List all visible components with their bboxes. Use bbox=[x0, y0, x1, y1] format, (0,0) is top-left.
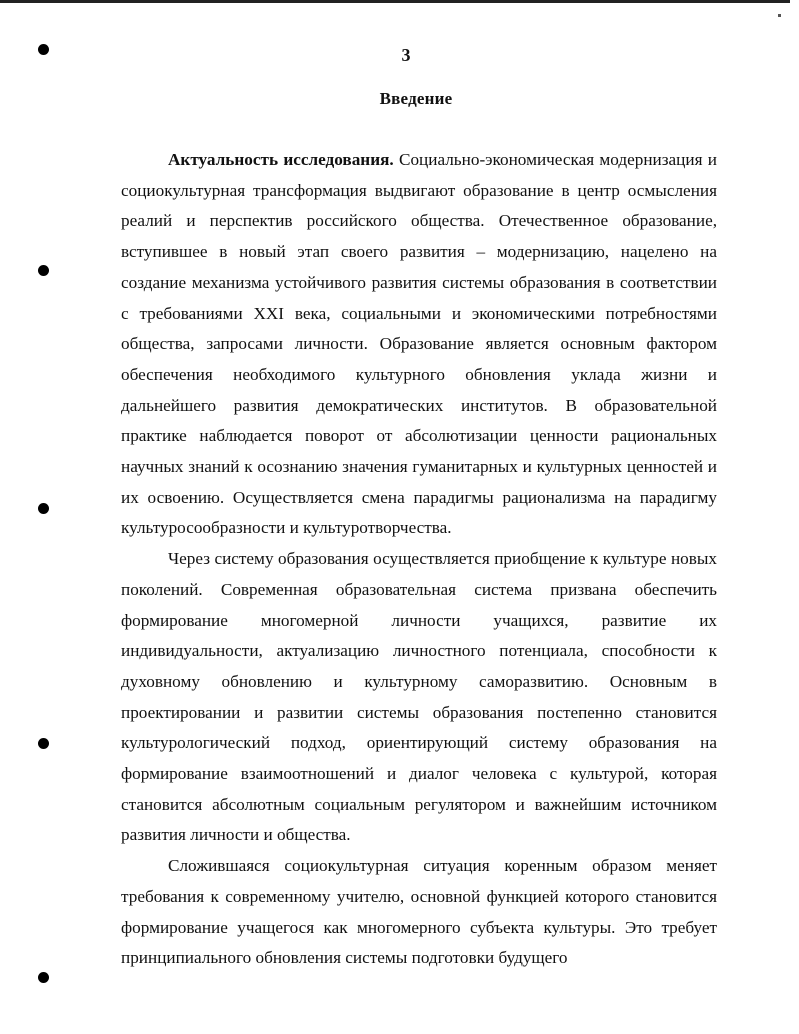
paragraph-text: Социально-экономическая модернизация и социокультурная трансформация выдвигают образование в центр осмысления реалий и перспектив российского общества. Отечественное образование, вступившее в новый этап своего развития – модернизацию, нацелено на создание механизма устойчивого развития системы образования в соответствии с требованиями XXI века, социальными и экономическими потребностями общества, запросами личности. Образование является основным фактором обеспечения необходимого культурного обновления уклада жизни и дальнейшего развития демократических институтов. В образовательной практике наблюдается поворот от абсолютизации ценности рациональных научных знаний к осознанию значения гуманитарных и культурных ценностей и их освоению. Осуществляется смена парадигмы рационализма на парадигму культуросообразности и культуротворчества. bbox=[121, 150, 717, 538]
binder-hole bbox=[38, 265, 49, 276]
scan-mark bbox=[778, 14, 781, 17]
binder-hole bbox=[38, 738, 49, 749]
paragraph bbox=[121, 851, 717, 974]
binder-hole bbox=[38, 972, 49, 983]
paragraph-text: Через систему образования осуществляется приобщение к культуре новых поколений. Современная образовательная система призвана обеспечить формирование многомерной личности учащихся, развитие их индивидуальности, актуализацию личностного потенциала, способности к духовному обновлению и культурному саморазвитию. Основным в проектировании и развитии системы образования постепенно становится культурологический подход, ориентирующий систему образования на формирование взаимоотношений и диалог человека с культурой, которая становится абсолютным социальным регулятором и важнейшим источником развития личности и общества. bbox=[121, 549, 717, 845]
scan-top-border bbox=[0, 0, 790, 3]
page-number: 3 bbox=[401, 45, 411, 65]
document-body bbox=[121, 145, 717, 974]
section-heading: Введение bbox=[379, 89, 453, 108]
paragraph bbox=[121, 544, 717, 851]
paragraph bbox=[121, 145, 717, 544]
paragraph-text: Сложившаяся социокультурная ситуация коренным образом меняет требования к современному учителю, основной функцией которого становится формирование учащегося как многомерного субъекта культуры. Это требует принципиального обновления системы подготовки будущего bbox=[121, 856, 717, 968]
binder-hole bbox=[38, 503, 49, 514]
paragraph-lead: Актуальность исследования. bbox=[168, 150, 394, 169]
